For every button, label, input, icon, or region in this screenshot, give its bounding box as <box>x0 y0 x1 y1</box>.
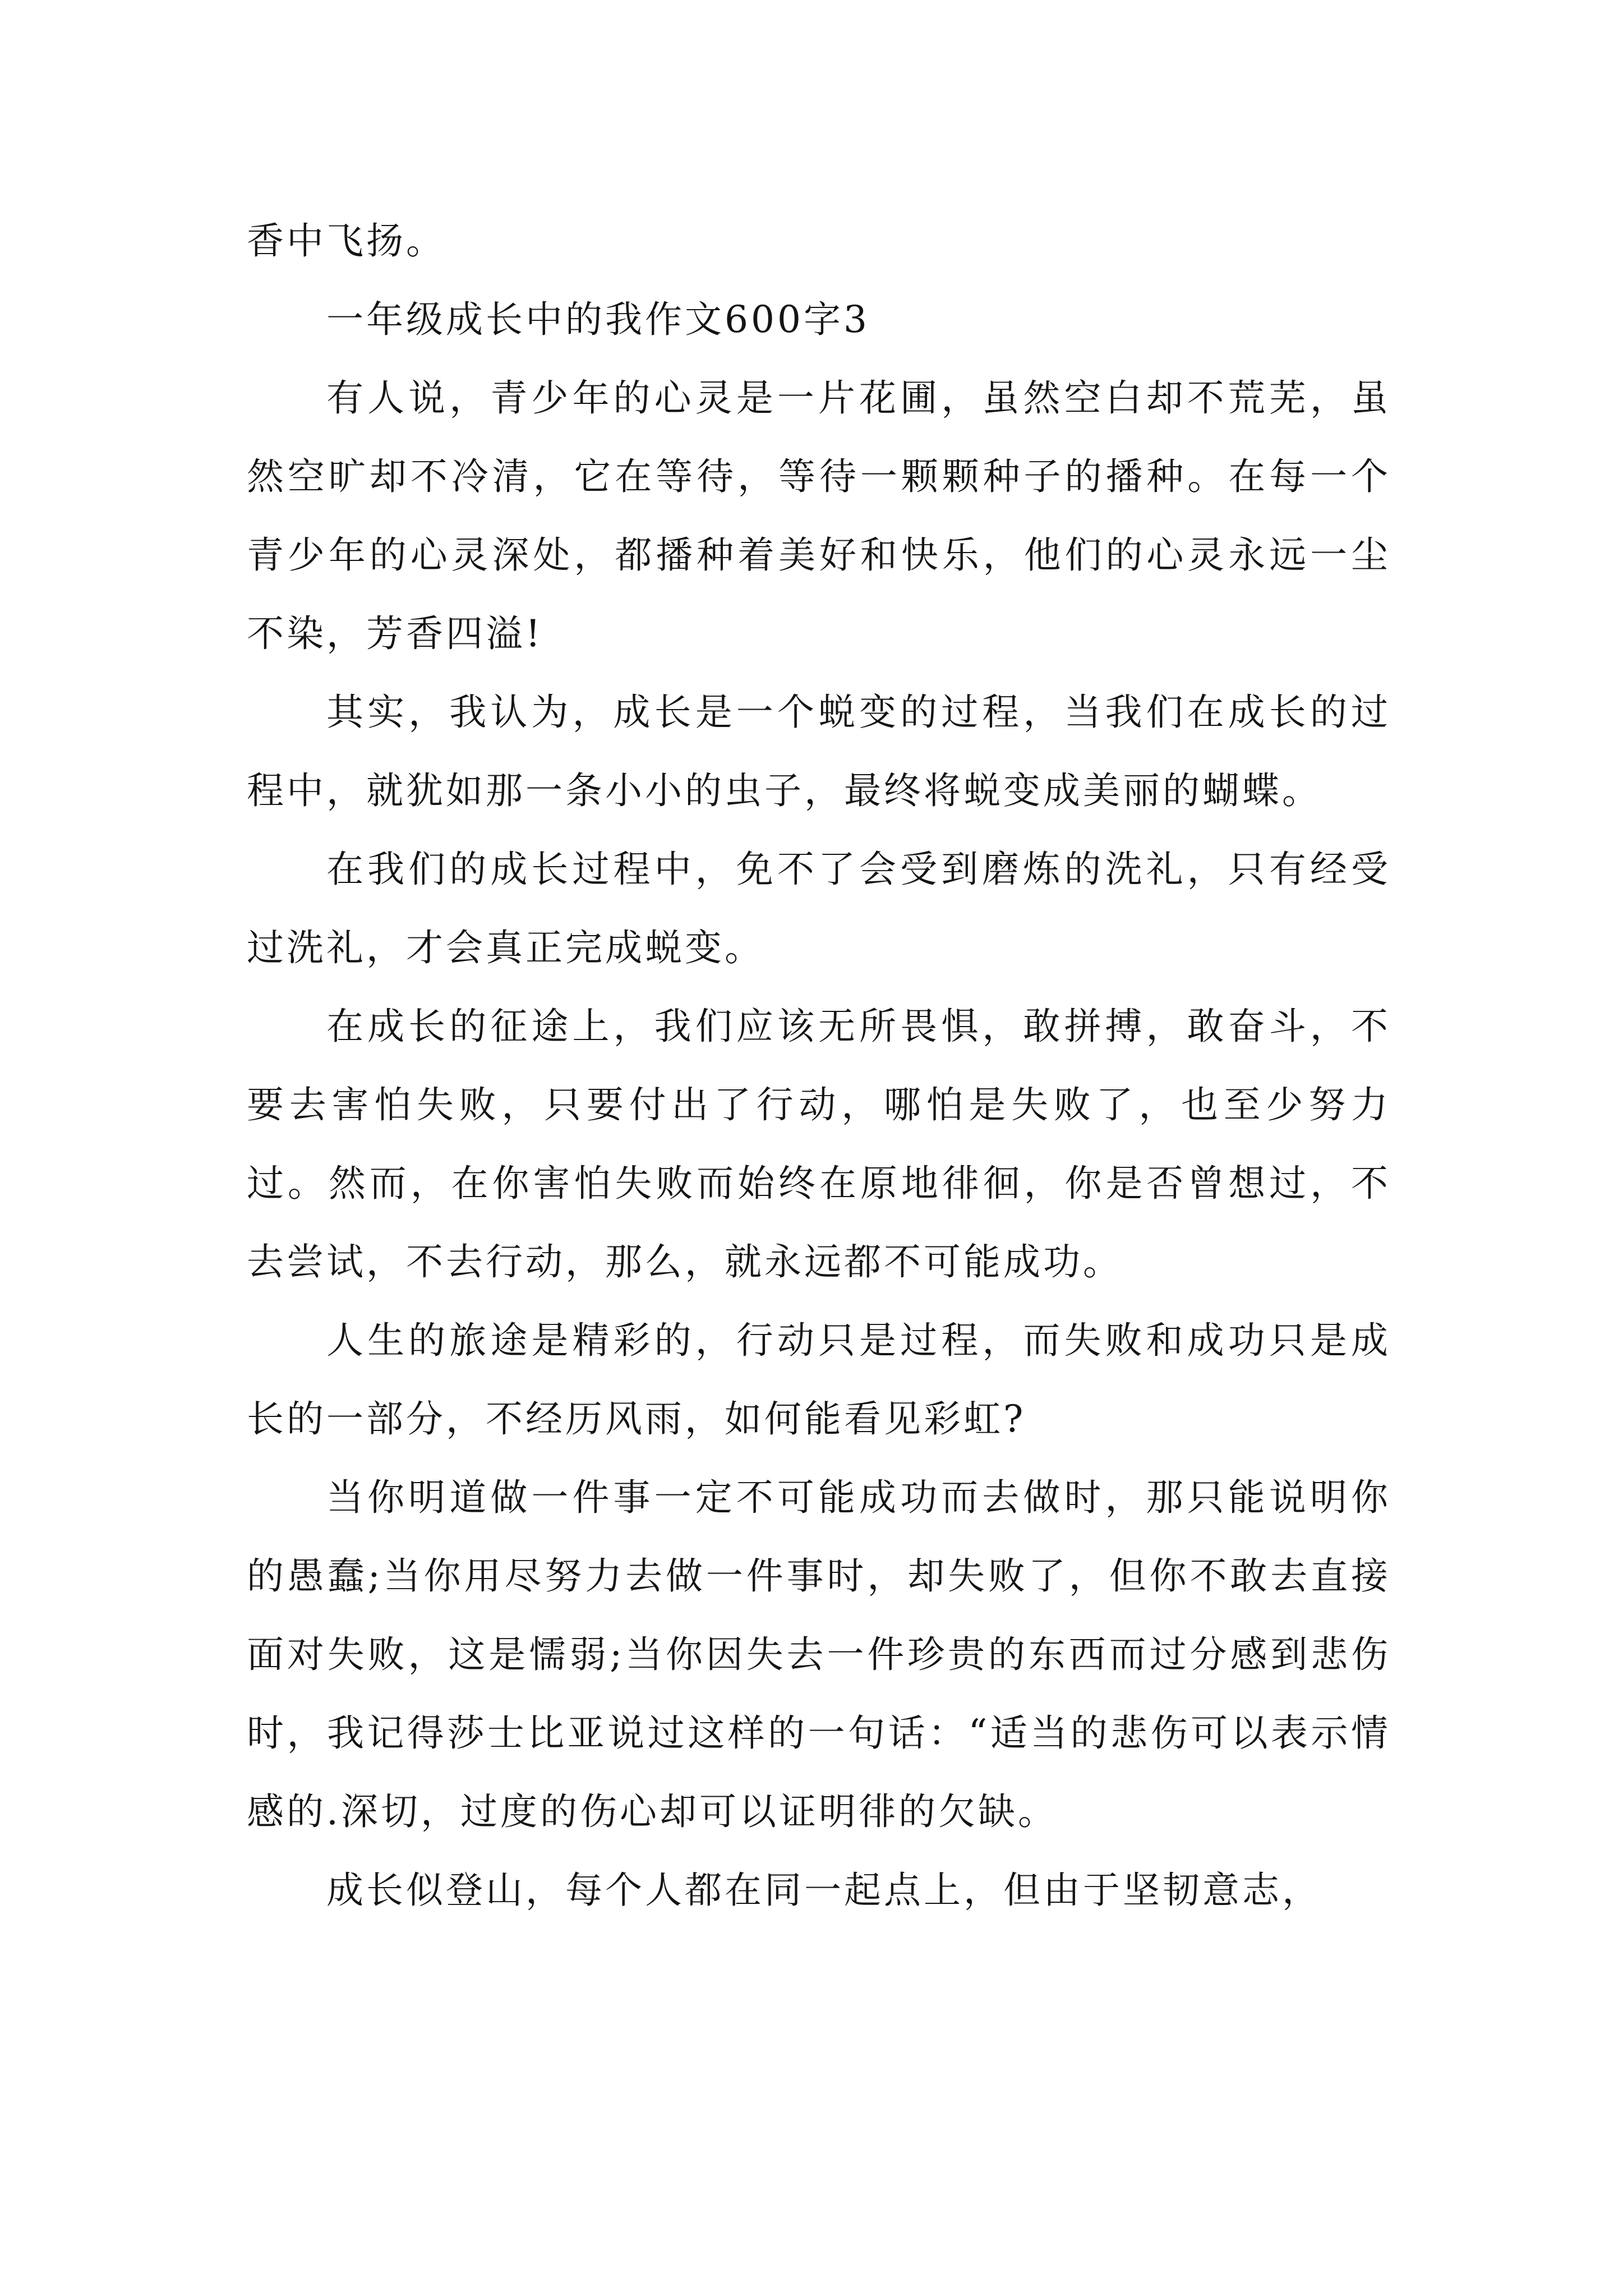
paragraph: 有人说，青少年的心灵是一片花圃，虽然空白却不荒芜，虽然空旷却不冷清，它在等待，等待一颗颗种子的播种。在每一个青少年的心灵深处，都播种着美好和快乐，他们的心灵永远一尘不染，芳香四溢! <box>247 376 1391 655</box>
paragraph: 成长似登山，每个人都在同一起点上，但由于坚韧意志， <box>326 1869 1322 1912</box>
article-body <box>247 202 1391 1930</box>
paragraph: 人生的旅途是精彩的，行动只是过程，而失败和成功只是成长的一部分，不经历风雨，如何能看见彩虹? <box>247 1319 1391 1441</box>
essay-title: 一年级成长中的我作文600字3 <box>326 298 870 341</box>
paragraph: 当你明道做一件事一定不可能成功而去做时，那只能说明你的愚蠢;当你用尽努力去做一件事时，却失败了，但你不敢去直接面对失败，这是懦弱;当你因失去一件珍贵的东西而过分感到悲伤时，我记得莎士比亚说过这样的一句话：“适当的悲伤可以表示情感的.深切，过度的伤心却可以证明徘的欠缺。 <box>247 1476 1391 1833</box>
paragraph: 香中飞扬。 <box>247 219 446 263</box>
paragraph: 在我们的成长过程中，免不了会受到磨炼的洗礼，只有经受过洗礼，才会真正完成蜕变。 <box>247 848 1391 969</box>
paragraph: 在成长的征途上，我们应该无所畏惧，敢拼搏，敢奋斗，不要去害怕失败，只要付出了行动，哪怕是失败了，也至少努力过。然而，在你害怕失败而始终在原地徘徊，你是否曾想过，不去尝试，不去行动，那么，就永远都不可能成功。 <box>247 1005 1391 1283</box>
paragraph: 其实，我认为，成长是一个蜕变的过程，当我们在成长的过程中，就犹如那一条小小的虫子，最终将蜕变成美丽的蝴蝶。 <box>247 691 1391 812</box>
